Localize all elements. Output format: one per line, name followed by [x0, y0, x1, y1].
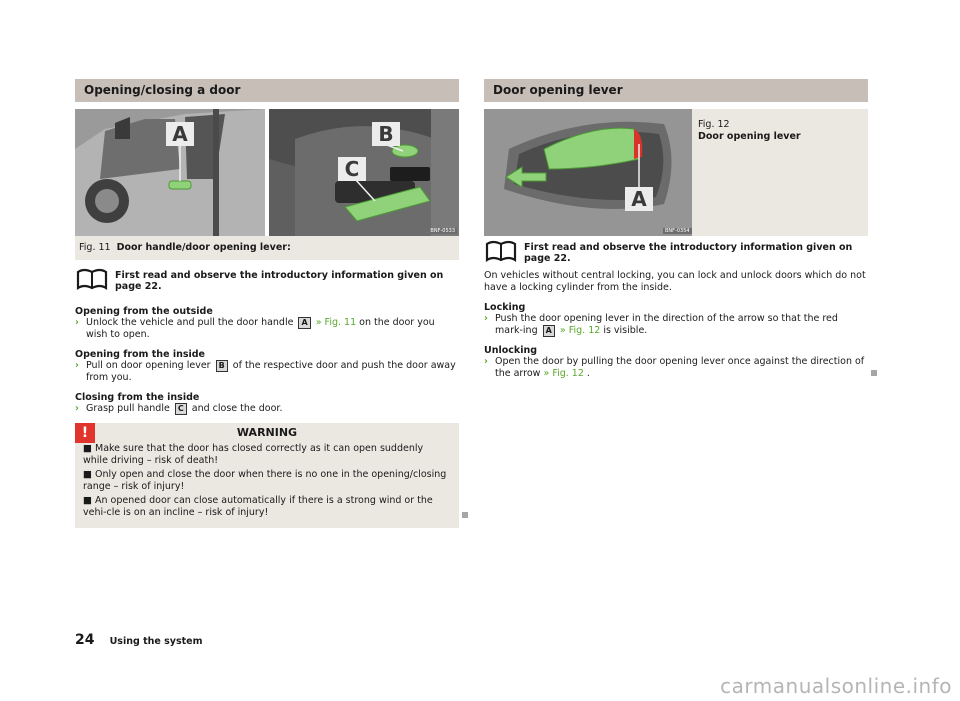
door-handle-illustration — [75, 109, 459, 236]
step-text-end: and close the door. — [191, 403, 283, 414]
figure-caption — [698, 119, 801, 143]
warning-box — [75, 423, 459, 528]
warning-header — [75, 423, 459, 439]
step-text-end: of the respective door and push the door away from you. — [86, 360, 456, 383]
step-opening-inside — [75, 360, 459, 384]
section-title: Door opening lever — [484, 79, 868, 102]
step-text: Open the door by pulling the door opening lever once against the direction of the arrow — [495, 356, 865, 379]
heading-opening-inside: Opening from the inside — [75, 349, 205, 360]
chevron-right-icon: › — [75, 317, 79, 328]
warning-title: WARNING — [236, 426, 298, 439]
figure-caption-text: Door opening lever — [698, 131, 801, 142]
fig-reference-link[interactable]: » Fig. 11 — [315, 317, 357, 328]
fig11-label-c: C — [344, 157, 360, 181]
door-lever-illustration — [484, 109, 692, 236]
label-box-a: A — [298, 317, 310, 329]
section-end-marker — [871, 370, 877, 376]
heading-closing-inside: Closing from the inside — [75, 392, 200, 403]
step-text: Pull on door opening lever — [86, 360, 211, 371]
body-paragraph: On vehicles without central locking, you can lock and unlock doors which do not have a locking cylinder from the inside. — [484, 270, 866, 293]
step-text: Grasp pull handle — [86, 403, 170, 414]
figure-caption — [75, 236, 459, 260]
fig-reference-link[interactable]: » Fig. 12 — [559, 325, 601, 336]
warning-exclamation-icon: ! — [75, 423, 95, 443]
figure-door-lever — [484, 109, 868, 236]
right-column — [484, 79, 868, 380]
step-text: Unlock the vehicle and pull the door handle — [86, 317, 294, 328]
label-box-a: A — [543, 325, 555, 337]
step-text-end: is visible. — [603, 325, 648, 336]
step-text-end: . — [586, 368, 590, 379]
step-closing-inside — [75, 403, 459, 415]
section-end-marker — [462, 512, 468, 518]
warning-item: ■ Only open and close the door when there is no one in the opening/closing range – risk of injury! — [83, 469, 447, 492]
warning-item: ■ Make sure that the door has closed correctly as it can open suddenly while driving – risk of death! — [83, 443, 424, 466]
label-box-b: B — [216, 360, 228, 372]
watermark: carmanualsonline.info — [720, 674, 952, 698]
footer-section-title: Using the system — [109, 636, 203, 647]
intro-note — [484, 242, 868, 270]
intro-text: First read and observe the introductory information given on page 22. — [524, 242, 853, 264]
fig-reference-link[interactable]: » Fig. 12 — [543, 368, 584, 379]
figure-number: Fig. 12 — [698, 119, 730, 130]
label-box-c: C — [175, 403, 187, 415]
open-book-icon — [75, 266, 109, 292]
intro-note — [75, 270, 459, 298]
chevron-right-icon: › — [75, 360, 79, 371]
intro-text: First read and observe the introductory information given on page 22. — [115, 270, 444, 292]
figure-caption-text: Door handle/door opening lever: — [116, 242, 291, 253]
page-number: 24 — [75, 632, 95, 648]
chevron-right-icon: › — [484, 313, 488, 324]
step-unlocking — [484, 356, 868, 380]
fig11-label-b: B — [378, 122, 394, 146]
step-text-end: on the door you wish to open. — [86, 317, 435, 340]
heading-unlocking: Unlocking — [484, 345, 538, 356]
step-text: Push the door opening lever in the direction of the arrow so that the red mark-ing — [495, 313, 838, 336]
chevron-right-icon: › — [484, 356, 488, 367]
warning-item: ■ An opened door can close automatically if there is a strong wind or the vehi-cle is on an incline – risk of injury! — [83, 495, 433, 518]
chevron-right-icon: › — [75, 403, 79, 414]
step-opening-outside — [75, 317, 459, 341]
figure-code: BNF-0354 — [665, 228, 690, 234]
heading-locking: Locking — [484, 302, 526, 313]
step-locking — [484, 313, 868, 337]
section-title: Opening/closing a door — [75, 79, 459, 102]
page-footer — [75, 629, 203, 648]
figure-number: Fig. 11 — [79, 242, 111, 253]
heading-opening-outside: Opening from the outside — [75, 306, 213, 317]
figure-door-handle — [75, 109, 459, 236]
open-book-icon — [484, 238, 518, 264]
fig12-label-a: A — [631, 187, 647, 211]
fig11-label-a: A — [172, 122, 188, 146]
left-column — [75, 79, 459, 528]
figure-code: BNF-0533 — [430, 228, 455, 234]
